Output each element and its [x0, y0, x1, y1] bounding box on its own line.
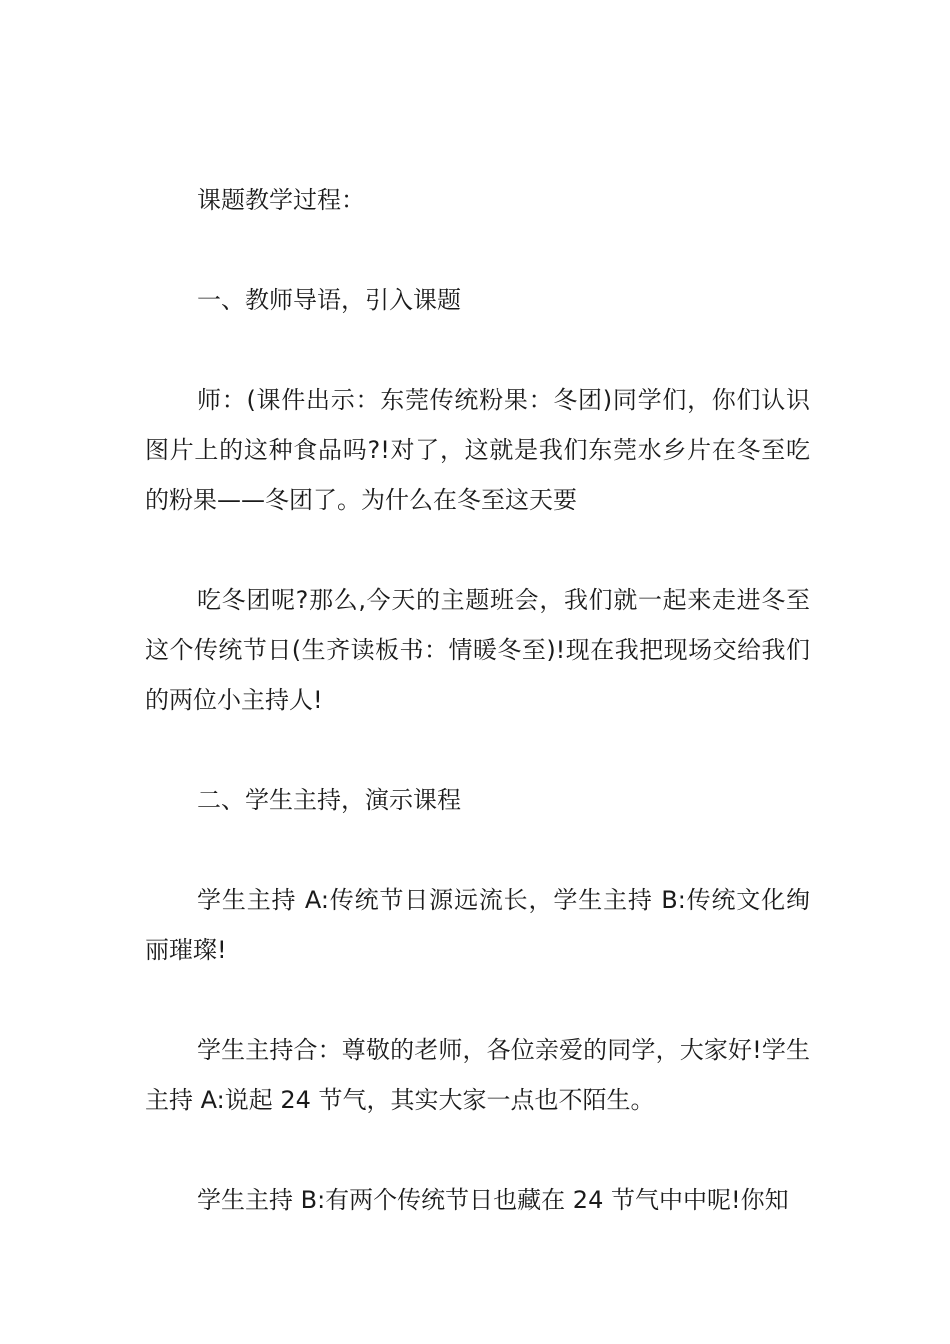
paragraph-host-a-b: 学生主持 A:传统节日源远流长，学生主持 B:传统文化绚丽璀璨! [145, 886, 810, 964]
document-body [145, 175, 810, 1275]
paragraph-teacher-intro: 师：(课件出示：东莞传统粉果：冬团)同学们，你们认识图片上的这种食品吗?!对了，这就是我们东莞水乡片在冬至吃的粉果——冬团了。为什么在冬至这天要 [145, 386, 810, 514]
section-heading-2: 二、学生主持，演示课程 [197, 786, 461, 814]
paragraph-teacher-intro-continued: 吃冬团呢?那么,今天的主题班会，我们就一起来走进冬至这个传统节日(生齐读板书：情暖冬至)!现在我把现场交给我们的两位小主持人! [145, 586, 810, 714]
paragraph-hosts-greeting: 学生主持合：尊敬的老师，各位亲爱的同学，大家好!学生主持 A:说起 24 节气，其实大家一点也不陌生。 [145, 1036, 810, 1114]
section-heading-1: 一、教师导语，引入课题 [197, 286, 461, 314]
paragraph-host-b: 学生主持 B:有两个传统节日也藏在 24 节气中中呢!你知 [197, 1186, 789, 1214]
heading-lesson-process: 课题教学过程： [197, 186, 365, 214]
